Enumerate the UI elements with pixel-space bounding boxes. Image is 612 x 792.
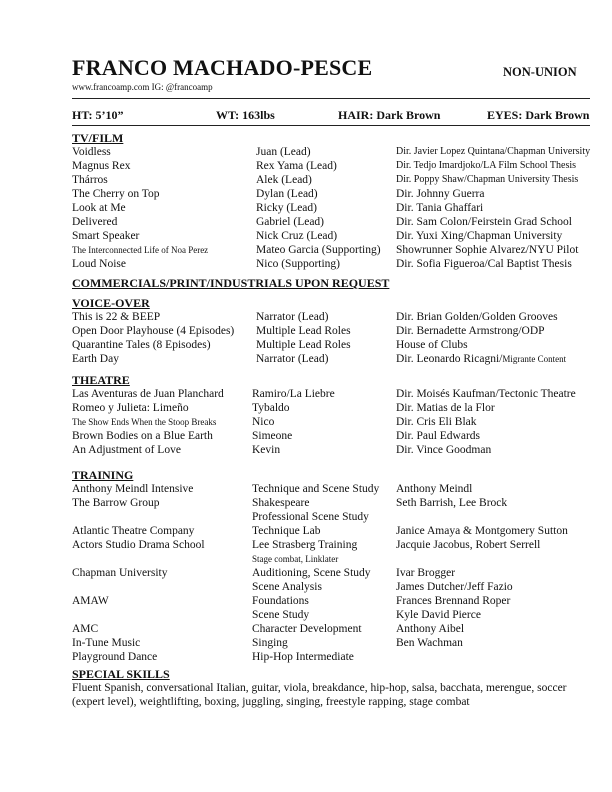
voice-over-title: Open Door Playhouse (4 Episodes) bbox=[72, 325, 235, 337]
tv-film-row bbox=[0, 187, 612, 201]
training-row bbox=[0, 538, 612, 552]
training-teacher: Janice Amaya & Montgomery Sutton bbox=[396, 525, 568, 537]
tv-film-role: Dylan (Lead) bbox=[256, 188, 318, 200]
stats-rule bbox=[72, 125, 590, 126]
training-course: Technique and Scene Study bbox=[252, 483, 380, 495]
theatre-role: Simeone bbox=[252, 430, 293, 442]
training-row bbox=[0, 608, 612, 622]
voice-over-director: Dir. Brian Golden/Golden Grooves bbox=[396, 311, 558, 323]
training-teacher: Jacquie Jacobus, Robert Serrell bbox=[396, 539, 541, 551]
theatre-title: Brown Bodies on a Blue Earth bbox=[72, 430, 213, 442]
training-row bbox=[0, 496, 612, 510]
theatre-row bbox=[0, 387, 612, 401]
tv-film-director: Dir. Tedjo Imardjoko/LA Film School Thesis bbox=[396, 160, 577, 171]
tv-film-role: Juan (Lead) bbox=[256, 146, 311, 158]
theatre-title: Las Aventuras de Juan Planchard bbox=[72, 388, 224, 400]
tv-film-director: Dir. Javier Lopez Quintana/Chapman University bbox=[396, 146, 591, 157]
voice-over-row bbox=[0, 352, 612, 366]
theatre-director: Dir. Vince Goodman bbox=[396, 444, 492, 456]
theatre-row bbox=[0, 401, 612, 415]
tv-film-title: Look at Me bbox=[72, 202, 126, 214]
theatre-role: Tybaldo bbox=[252, 402, 290, 414]
training-school: AMAW bbox=[72, 595, 109, 607]
training-school: AMC bbox=[72, 623, 99, 635]
theatre-heading: THEATRE bbox=[72, 373, 130, 387]
tv-film-row bbox=[0, 173, 612, 187]
training-row bbox=[0, 510, 612, 524]
training-row bbox=[0, 482, 612, 496]
training-teacher: Seth Barrish, Lee Brock bbox=[396, 497, 508, 509]
stat-hair: HAIR: Dark Brown bbox=[338, 108, 441, 122]
tv-film-title: Loud Noise bbox=[72, 258, 126, 270]
voice-over-role: Multiple Lead Roles bbox=[256, 339, 351, 351]
actor-name: FRANCO MACHADO-PESCE bbox=[72, 55, 373, 80]
tv-film-title: Magnus Rex bbox=[72, 160, 131, 172]
training-course: Professional Scene Study bbox=[252, 511, 369, 523]
tv-film-row bbox=[0, 145, 612, 159]
training-school: The Barrow Group bbox=[72, 497, 160, 509]
training-teacher: Ben Wachman bbox=[396, 637, 463, 649]
director-text: Dir. Leonardo Ricagni/ bbox=[396, 353, 503, 365]
theatre-director: Dir. Paul Edwards bbox=[396, 430, 481, 442]
stat-height: HT: 5’10” bbox=[72, 108, 124, 122]
voice-over-row bbox=[0, 338, 612, 352]
training-course: Scene Study bbox=[252, 609, 310, 621]
theatre-title: An Adjustment of Love bbox=[72, 444, 181, 456]
training-school: Atlantic Theatre Company bbox=[72, 525, 195, 537]
voice-over-director: House of Clubs bbox=[396, 339, 468, 351]
tv-film-row bbox=[0, 215, 612, 229]
tv-film-title: Voidless bbox=[72, 146, 111, 158]
theatre-row bbox=[0, 443, 612, 457]
tv-film-row bbox=[0, 257, 612, 271]
union-status: NON-UNION bbox=[503, 65, 577, 79]
tv-film-director: Dir. Johnny Guerra bbox=[396, 188, 485, 200]
voice-over-title: Earth Day bbox=[72, 353, 119, 365]
training-row bbox=[0, 580, 612, 594]
tv-film-role: Ricky (Lead) bbox=[256, 202, 317, 214]
training-teacher: Ivar Brogger bbox=[396, 567, 456, 579]
training-row bbox=[0, 650, 612, 664]
commercials-heading: COMMERCIALS/PRINT/INDUSTRIALS UPON REQUEST bbox=[72, 276, 390, 290]
training-heading: TRAINING bbox=[72, 468, 134, 482]
training-school: Actors Studio Drama School bbox=[72, 539, 205, 551]
training-course: Shakespeare bbox=[252, 497, 310, 509]
training-course: Hip-Hop Intermediate bbox=[252, 651, 354, 663]
tv-film-heading: TV/FILM bbox=[72, 131, 124, 145]
contact-line: www.francoamp.com IG: @francoamp bbox=[72, 82, 213, 92]
voice-over-row bbox=[0, 324, 612, 338]
voice-over-director: Dir. Bernadette Armstrong/ODP bbox=[396, 325, 545, 337]
tv-film-role: Alek (Lead) bbox=[256, 174, 312, 186]
training-school: Playground Dance bbox=[72, 651, 158, 663]
voice-over-heading: VOICE-OVER bbox=[72, 296, 150, 310]
stat-eyes: EYES: Dark Brown bbox=[487, 108, 590, 122]
theatre-row bbox=[0, 429, 612, 443]
theatre-role: Kevin bbox=[252, 444, 281, 456]
tv-film-title: Thárros bbox=[72, 174, 108, 186]
tv-film-title: Delivered bbox=[72, 216, 118, 228]
tv-film-director: Dir. Tania Ghaffari bbox=[396, 202, 484, 214]
voice-over-role: Narrator (Lead) bbox=[256, 353, 329, 365]
training-course: Character Development bbox=[252, 623, 362, 635]
director-small-text: Migrante Content bbox=[502, 354, 567, 364]
theatre-row bbox=[0, 415, 612, 429]
tv-film-row bbox=[0, 243, 612, 257]
tv-film-director: Showrunner Sophie Alvarez/NYU Pilot bbox=[396, 244, 579, 256]
tv-film-title: The Interconnected Life of Noa Perez bbox=[72, 245, 209, 255]
training-teacher: Kyle David Pierce bbox=[396, 609, 481, 621]
tv-film-title: The Cherry on Top bbox=[72, 188, 160, 200]
voice-over-title: This is 22 & BEEP bbox=[72, 311, 161, 323]
tv-film-role: Gabriel (Lead) bbox=[256, 216, 325, 228]
tv-film-row bbox=[0, 159, 612, 173]
special-skills-text: Fluent Spanish, conversational Italian, guitar, viola, breakdance, hip-hop, salsa, bacchata, merengue, soccer (expert level), weightlifting, boxing, juggling, singing, freestyle rapping, stage combat bbox=[72, 682, 567, 708]
voice-over-title: Quarantine Tales (8 Episodes) bbox=[72, 339, 211, 351]
tv-film-role: Nico (Supporting) bbox=[256, 258, 341, 270]
training-row bbox=[0, 552, 612, 566]
training-teacher: Anthony Aibel bbox=[396, 623, 465, 635]
tv-film-title: Smart Speaker bbox=[72, 230, 140, 242]
theatre-director: Dir. Moisés Kaufman/Tectonic Theatre bbox=[396, 388, 576, 400]
training-teacher: James Dutcher/Jeff Fazio bbox=[396, 581, 513, 593]
theatre-role: Nico bbox=[252, 416, 275, 428]
training-course_small: Stage combat, Linklater bbox=[252, 554, 339, 564]
tv-film-row bbox=[0, 229, 612, 243]
tv-film-role: Nick Cruz (Lead) bbox=[256, 230, 338, 242]
top-rule bbox=[72, 98, 590, 99]
training-row bbox=[0, 594, 612, 608]
training-teacher: Anthony Meindl bbox=[396, 483, 473, 495]
theatre-title: Romeo y Julieta: Limeño bbox=[72, 402, 189, 414]
training-school: Anthony Meindl Intensive bbox=[72, 483, 194, 495]
theatre-title: The Show Ends When the Stoop Breaks bbox=[72, 417, 217, 427]
training-course: Technique Lab bbox=[252, 525, 321, 537]
voice-over-role: Narrator (Lead) bbox=[256, 311, 329, 323]
tv-film-row bbox=[0, 201, 612, 215]
training-row bbox=[0, 524, 612, 538]
training-row bbox=[0, 566, 612, 580]
training-course: Scene Analysis bbox=[252, 581, 322, 593]
voice-over-director bbox=[396, 352, 566, 366]
training-school: Chapman University bbox=[72, 567, 168, 579]
training-teacher: Frances Brennand Roper bbox=[396, 595, 511, 607]
tv-film-director: Dir. Yuxi Xing/Chapman University bbox=[396, 230, 563, 242]
training-course: Foundations bbox=[252, 595, 309, 607]
theatre-director: Dir. Matias de la Flor bbox=[396, 402, 495, 414]
theatre-role: Ramiro/La Liebre bbox=[252, 388, 335, 400]
tv-film-director: Dir. Sam Colon/Feirstein Grad School bbox=[396, 216, 573, 228]
special-skills-heading: SPECIAL SKILLS bbox=[72, 667, 170, 681]
tv-film-director: Dir. Sofia Figueroa/Cal Baptist Thesis bbox=[396, 258, 572, 270]
training-course: Lee Strasberg Training bbox=[252, 539, 358, 551]
tv-film-role: Rex Yama (Lead) bbox=[256, 160, 337, 172]
training-course: Auditioning, Scene Study bbox=[252, 567, 371, 579]
theatre-director: Dir. Cris Eli Blak bbox=[396, 416, 477, 428]
tv-film-role: Mateo Garcia (Supporting) bbox=[256, 244, 381, 256]
voice-over-role: Multiple Lead Roles bbox=[256, 325, 351, 337]
tv-film-director: Dir. Poppy Shaw/Chapman University Thesis bbox=[396, 174, 579, 185]
stat-weight: WT: 163lbs bbox=[216, 108, 275, 122]
training-row bbox=[0, 636, 612, 650]
training-row bbox=[0, 622, 612, 636]
voice-over-row bbox=[0, 310, 612, 324]
training-course: Singing bbox=[252, 637, 288, 649]
training-school: In-Tune Music bbox=[72, 637, 141, 649]
